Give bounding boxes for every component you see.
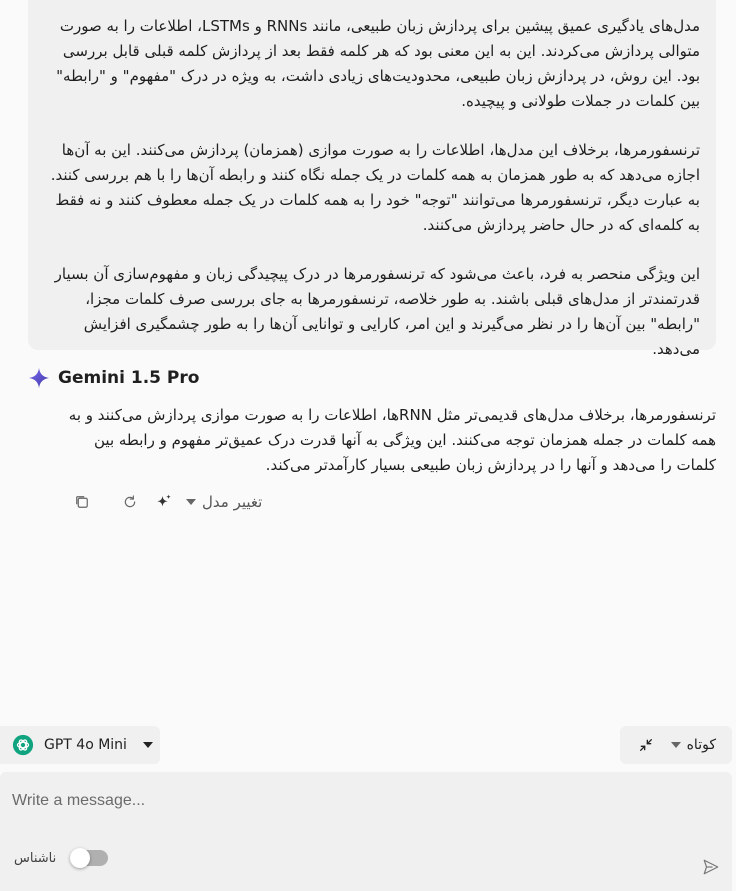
send-button[interactable] [700,856,722,878]
incognito-control [14,850,108,866]
response-text: ترنسفورمرها، برخلاف مدل‌های قدیمی‌تر مثل RNNها، اطلاعات را به صورت موازی پردازش می‌کنند و به همه کلمات در جمله همزمان توجه می‌کنند. این ویژگی به آنها قدرت درک عمیق‌تر مفهوم و رابطه بین کلمات را می‌دهد و آنها را در پردازش زبان طبیعی بسیار کارآمدتر می‌کند. [68,406,716,474]
message-input[interactable] [12,792,692,822]
user-message-bubble [28,0,716,358]
user-message-paragraph-2: ترنسفورمرها، برخلاف این مدل‌ها، اطلاعات را به صورت موازی (همزمان) پردازش می‌کنند. این به آن‌ها اجازه می‌دهد که به طور همزمان به همه کلمات در یک جمله نگاه کنند و رابطه آن‌ها را با هم بررسی کنند. به عبارت دیگر، ترنسفورمرها می‌توانند "توجه" خود را به همه کلمات در یک جمله معطوف کنند و نه فقط به کلمه‌ای که در حال حاضر پردازش می‌کنند. [50,141,700,234]
response-actions [70,490,262,514]
user-message-paragraph-1: مدل‌های یادگیری عمیق پیشین برای پردازش زبان طبیعی، مانند RNNs و LSTMs، اطلاعات را به صورت متوالی پردازش می‌کردند. این به این معنی بود که هر کلمه فقط بعد از پردازش کلمه قبلی قابل بررسی بود. این روش، در پردازش زبان طبیعی، محدودیت‌های زیادی داشت، به ویژه در درک "مفهوم" و "رابطه" بین کلمات در جملات طولانی و پیچیده. [56,17,700,110]
length-dropdown[interactable] [671,737,716,753]
change-model-button[interactable] [186,493,262,511]
send-icon [702,858,720,876]
length-label: کوتاه [686,737,716,753]
response-length-selector[interactable] [620,726,732,764]
incognito-label: ناشناس [14,850,57,866]
copy-button[interactable] [70,490,94,514]
regenerate-button[interactable] [118,490,142,514]
sparkle-icon [155,493,173,511]
model-selector-label: GPT 4o Mini [44,737,127,753]
chevron-down-icon [143,742,153,748]
collapse-arrows-icon[interactable] [638,737,654,753]
response-model-name: Gemini 1.5 Pro [58,368,200,388]
enhance-button[interactable] [152,490,176,514]
change-model-label: تغییر مدل [202,493,263,511]
response-header [28,366,199,390]
model-selector[interactable] [0,726,160,764]
chevron-down-icon [186,499,196,505]
chevron-down-icon [671,742,681,748]
incognito-toggle[interactable] [72,850,108,866]
message-composer [0,772,732,891]
toggle-knob [70,848,90,868]
user-message-paragraph-3: این ویژگی منحصر به فرد، باعث می‌شود که ترنسفورمرها در درک پیچیدگی زبان و مفهوم‌سازی آن بسیار قدرتمندتر از مدل‌های قبلی باشند. به طور خلاصه، ترنسفورمرها به جای بررسی صرف کلمات مجزا، "رابطه" بین آن‌ها را در نظر می‌گیرند و این امر، کارایی و توانایی آن‌ها را به طور چشمگیری افزایش می‌دهد. [54,265,700,358]
refresh-icon [122,494,138,510]
openai-logo-icon [12,734,34,756]
copy-icon [73,493,91,511]
gemini-sparkle-icon [28,367,50,389]
